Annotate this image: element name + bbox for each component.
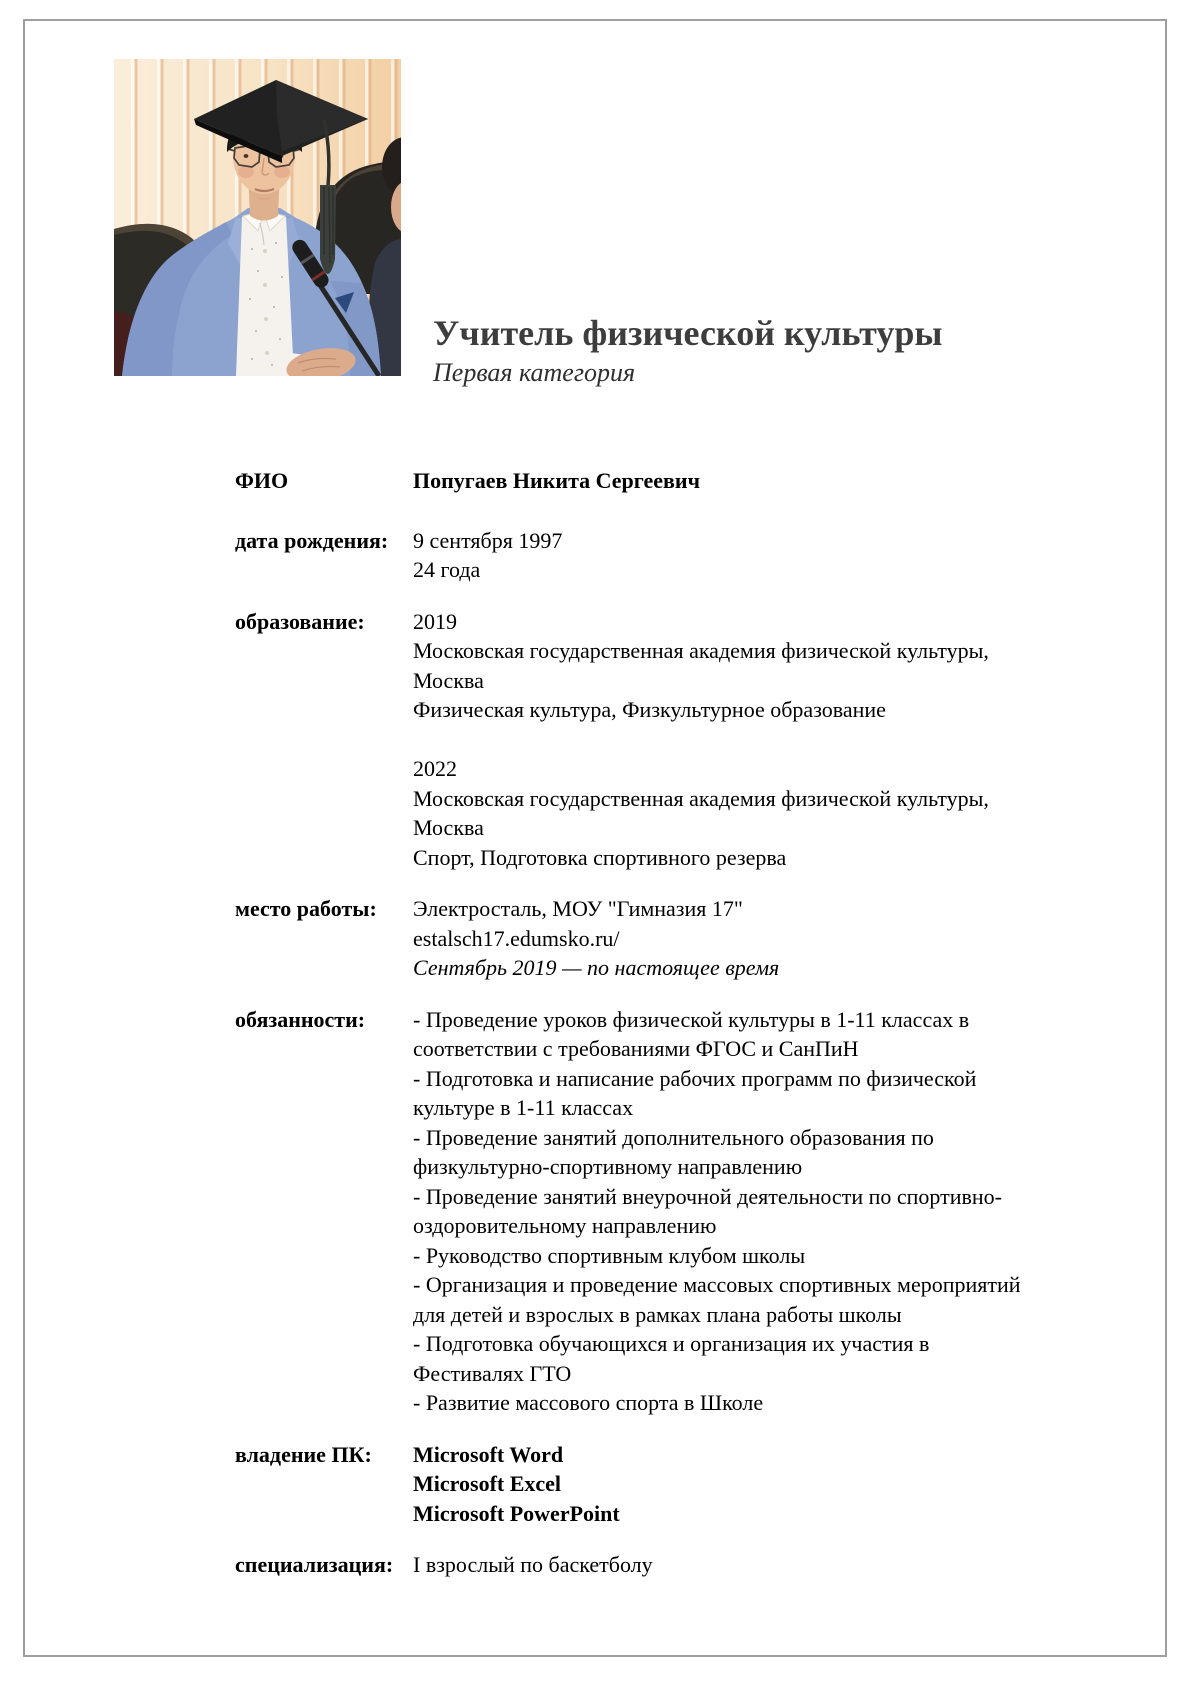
header-block	[433, 312, 1033, 389]
field-value-education	[413, 607, 1043, 873]
education-specialty: Физическая культура, Физкультурное образование	[413, 697, 886, 722]
field-row-specialization	[235, 1550, 1047, 1580]
field-label: владение ПК:	[235, 1441, 372, 1467]
field-label: место работы:	[235, 896, 377, 921]
pc-skill-item: Microsoft Excel	[413, 1471, 562, 1496]
workplace-period: Сентябрь 2019 — по настоящее время	[413, 955, 780, 980]
workplace-website: estalsch17.edumsko.ru/	[413, 925, 620, 951]
education-institution: Московская государственная академия физической культуры, Москва	[413, 638, 989, 693]
duty-item: - Подготовка обучающихся и организация их участия в Фестивалях ГТО	[413, 1331, 930, 1386]
page-subtitle: Первая категория	[433, 358, 636, 387]
portrait-photo	[114, 59, 401, 376]
education-year: 2022	[413, 756, 457, 781]
pc-skill-item: Microsoft PowerPoint	[413, 1500, 620, 1526]
birth-date: 9 сентября 1997	[413, 527, 563, 553]
field-row-pc-skills	[235, 1440, 1047, 1529]
age: 24 года	[413, 557, 481, 582]
field-row-education	[235, 607, 1047, 873]
field-row-workplace	[235, 894, 1047, 983]
field-value-pc-skills	[413, 1440, 1043, 1529]
field-value-specialization: I взрослый по баскетболу	[413, 1552, 653, 1577]
field-label: дата рождения:	[235, 527, 389, 553]
duty-item: - Проведение занятий дополнительного образования по физкультурно-спортивному направлению	[413, 1124, 934, 1179]
field-value-fio: Попугаев Никита Сергеевич	[413, 468, 700, 493]
education-entry	[413, 607, 1043, 725]
education-year: 2019	[413, 608, 457, 634]
portrait-photo-illustration	[114, 59, 401, 376]
duty-item: - Развитие массового спорта в Школе	[413, 1390, 764, 1415]
field-value-birth	[413, 526, 1043, 585]
field-row-fio	[235, 466, 1047, 496]
field-label: ФИО	[235, 468, 289, 493]
field-value-workplace	[413, 894, 1043, 983]
field-value-duties	[413, 1005, 1043, 1418]
duty-item: - Руководство спортивным клубом школы	[413, 1242, 806, 1268]
field-row-birth-date	[235, 526, 1047, 585]
education-specialty: Спорт, Подготовка спортивного резерва	[413, 844, 787, 870]
duty-item: - Подготовка и написание рабочих программ по физической культуре в 1-11 классах	[413, 1065, 977, 1120]
page-title: Учитель физической культуры	[433, 313, 943, 353]
duty-item: - Проведение уроков физической культуры в 1-11 классах в соответствии с требованиями ФГОС и СанПиН	[413, 1006, 970, 1061]
pc-skill-item: Microsoft Word	[413, 1441, 564, 1467]
field-label: образование:	[235, 608, 365, 634]
field-label: специализация:	[235, 1552, 394, 1577]
education-institution: Московская государственная академия физической культуры, Москва	[413, 785, 989, 840]
shirt	[236, 208, 294, 376]
education-entry	[413, 754, 1043, 872]
resume-fields	[235, 466, 1047, 1602]
field-label: обязанности:	[235, 1006, 366, 1032]
duty-item: - Проведение занятий внеурочной деятельности по спортивно-оздоровительному направлению	[413, 1183, 1002, 1238]
workplace-organization: Электросталь, МОУ "Гимназия 17"	[413, 896, 743, 921]
duty-item: - Организация и проведение массовых спортивных мероприятий для детей и взрослых в рамках плана работы школы	[413, 1272, 1021, 1327]
field-row-duties	[235, 1005, 1047, 1418]
